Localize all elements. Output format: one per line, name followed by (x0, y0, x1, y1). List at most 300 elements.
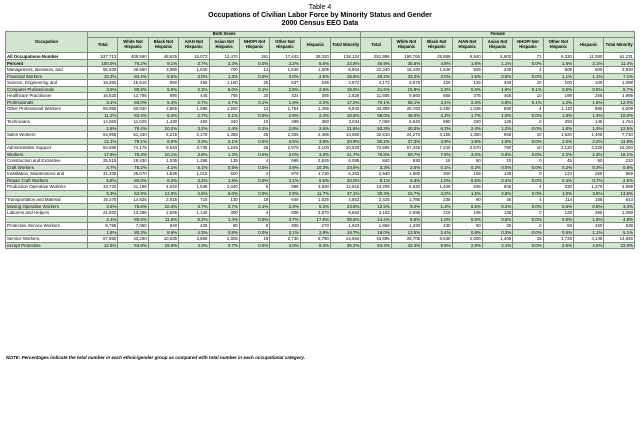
female-value-cell: 0 (513, 223, 543, 230)
female-value-cell: 0 (513, 210, 543, 217)
both-value-cell: 537,713 (88, 53, 118, 60)
female-value-cell: 0.0% (513, 125, 543, 132)
female-value-cell: 2.1% (574, 60, 604, 67)
female-value-cell: 1.5% (452, 190, 482, 197)
female-value-cell: 100 (543, 80, 573, 87)
female-value-cell: 57,445 (391, 145, 421, 152)
both-value-cell: 50,930 (118, 106, 148, 113)
female-col-header: AIAN Not Hispanic (452, 38, 482, 53)
female-col-header: Total Minority (604, 38, 635, 53)
both-value-cell: 0.0% (239, 164, 269, 171)
row-label: Service Workers, (6, 236, 88, 243)
female-value-cell: 1.1% (574, 73, 604, 80)
both-value-cell: 24,564 (331, 236, 361, 243)
female-value-cell: 0.1% (513, 99, 543, 106)
female-value-cell: 1.0% (482, 112, 512, 119)
both-value-cell: 2.3% (209, 60, 239, 67)
female-value-cell: 40.0% (391, 125, 421, 132)
both-value-cell: 0.0% (239, 73, 269, 80)
female-value-cell: 0.0% (482, 164, 512, 171)
female-value-cell: 1.9% (543, 112, 573, 119)
female-value-cell: 825 (452, 67, 482, 74)
both-value-cell: 1,730 (300, 171, 330, 178)
both-value-cell: 1.3% (209, 73, 239, 80)
both-value-cell: 12.0% (148, 190, 178, 197)
female-value-cell: 3,075 (391, 80, 421, 87)
female-value-cell: 5.1% (604, 229, 635, 236)
both-value-cell: 2.4% (300, 112, 330, 119)
female-value-cell: 58.1% (391, 99, 421, 106)
female-value-cell: 2.0% (543, 138, 573, 145)
female-value-cell: 235 (422, 197, 452, 204)
female-value-cell: 293 (543, 119, 573, 126)
both-value-cell: 19,430 (118, 158, 148, 165)
both-value-cell: 5.0% (148, 86, 178, 93)
female-value-cell: 1,785 (391, 197, 421, 204)
female-value-cell: 0.5% (574, 86, 604, 93)
female-value-cell: 4.8% (422, 60, 452, 67)
both-value-cell: 450 (179, 119, 209, 126)
both-value-cell: 305 (270, 223, 300, 230)
both-value-cell: 2.9% (270, 112, 300, 119)
both-value-cell: 2.4% (209, 125, 239, 132)
female-col-header: NHOPI Not Hispanic (513, 38, 543, 53)
both-value-cell: 9,795 (88, 223, 118, 230)
female-value-cell: 90 (452, 197, 482, 204)
both-value-cell: 5.8% (88, 177, 118, 184)
female-value-cell: 0.0% (513, 60, 543, 67)
female-value-cell: 28,760 (391, 106, 421, 113)
female-value-cell: 220 (452, 119, 482, 126)
female-value-cell: 3,145 (574, 236, 604, 243)
female-value-cell: 6,630 (422, 236, 452, 243)
both-value-cell: 6.0% (209, 190, 239, 197)
female-value-cell: 2,940 (361, 171, 391, 178)
female-value-cell: 150 (574, 223, 604, 230)
both-value-cell: 14 (239, 67, 269, 74)
occupation-header: Occupation (6, 32, 88, 53)
female-value-cell: 11,655 (361, 93, 391, 100)
female-value-cell: 3.0% (422, 73, 452, 80)
both-value-cell: 649 (270, 197, 300, 204)
both-value-cell: 0.1% (239, 125, 269, 132)
both-value-cell: 700 (209, 67, 239, 74)
female-value-cell: 1,980 (391, 171, 421, 178)
female-value-cell: 230 (422, 223, 452, 230)
both-value-cell: 3,735 (179, 145, 209, 152)
both-value-cell: 1,160 (209, 80, 239, 87)
both-value-cell: 83.0% (118, 99, 148, 106)
both-value-cell: 6.0% (209, 86, 239, 93)
female-value-cell: 124 (543, 171, 573, 178)
female-value-cell: 2.4% (422, 229, 452, 236)
female-value-cell: 1.8% (452, 60, 482, 67)
both-value-cell: 1,640 (179, 67, 209, 74)
both-value-cell: 20,520 (331, 145, 361, 152)
both-value-cell: 3.6% (88, 86, 118, 93)
both-value-cell: 7,060 (118, 223, 148, 230)
female-value-cell: 70.1% (361, 99, 391, 106)
both-value-cell: 425 (179, 223, 209, 230)
both-value-cell: 135 (209, 158, 239, 165)
both-value-cell: 17.6% (88, 151, 118, 158)
both-value-cell: 300 (209, 210, 239, 217)
female-value-cell: 48.0% (391, 112, 421, 119)
both-value-cell: 8.0% (148, 138, 178, 145)
both-value-cell: 4.0% (270, 242, 300, 249)
table-row (6, 60, 635, 67)
both-value-cell: 5.5% (148, 73, 178, 80)
female-value-cell: 330 (543, 184, 573, 191)
both-value-cell: 12,515 (331, 184, 361, 191)
both-col-header: Asian Not Hispanic (209, 38, 239, 53)
row-label: Installation, Maintenance and (6, 171, 88, 178)
both-value-cell: 3,080 (148, 67, 178, 74)
female-value-cell: 580 (482, 106, 512, 113)
female-value-cell: 10.0% (604, 112, 635, 119)
both-value-cell: 48,625 (148, 53, 178, 60)
both-value-cell: 17.0% (331, 99, 361, 106)
both-value-cell: 3.0% (179, 73, 209, 80)
female-value-cell: 1.1% (543, 73, 573, 80)
female-value-cell: 0.1% (513, 86, 543, 93)
both-value-cell: 10.4% (148, 203, 178, 210)
both-value-cell: 399 (270, 119, 300, 126)
female-value-cell: 0.0% (513, 177, 543, 184)
both-value-cell: 2.8% (300, 86, 330, 93)
female-value-cell: 4.9% (422, 138, 452, 145)
both-value-cell: 10.3% (88, 73, 118, 80)
female-value-cell: 2.8% (482, 190, 512, 197)
both-value-cell: 1.8% (88, 229, 118, 236)
female-value-cell: 969 (604, 171, 635, 178)
both-value-cell: 3.8% (300, 138, 330, 145)
both-value-cell: 3.9% (179, 151, 209, 158)
both-value-cell: 1,535 (148, 171, 178, 178)
female-value-cell: 0.0% (513, 112, 543, 119)
female-value-cell: 18,420 (391, 67, 421, 74)
both-value-cell: 3,034 (331, 119, 361, 126)
both-value-cell: 5,780 (300, 236, 330, 243)
female-value-cell: 630 (391, 158, 421, 165)
female-value-cell: 1.0% (482, 138, 512, 145)
both-value-cell: 3.1% (270, 229, 300, 236)
female-value-cell: 251,996 (361, 53, 391, 60)
row-label: Construction and Extractive (6, 158, 88, 165)
female-value-cell: 12.5% (361, 203, 391, 210)
both-value-cell: 5.5% (300, 177, 330, 184)
both-value-cell: 21,195 (118, 184, 148, 191)
female-value-cell: 1.8% (452, 138, 482, 145)
both-value-cell: 1,535 (179, 184, 209, 191)
female-value-cell: 1.5% (452, 73, 482, 80)
female-value-cell: 190,765 (391, 53, 421, 60)
both-value-cell: 23.8% (331, 60, 361, 67)
both-value-cell: 2.7% (179, 112, 209, 119)
female-value-cell: 1,330 (391, 223, 421, 230)
female-value-cell: 0.8% (452, 229, 482, 236)
female-value-cell: 635 (452, 184, 482, 191)
female-value-cell: 1,360 (452, 132, 482, 139)
both-value-cell: 62.9% (118, 190, 148, 197)
row-label: Science, Engineering and (6, 80, 88, 87)
female-col-header: Other Not Hispanic (543, 38, 573, 53)
both-value-cell: 808 (270, 210, 300, 217)
both-value-cell: 14 (239, 106, 269, 113)
female-value-cell: 2,425 (361, 197, 391, 204)
female-value-cell: 25,886 (422, 53, 452, 60)
female-value-cell: 125 (482, 119, 512, 126)
female-value-cell: 2.3% (452, 99, 482, 106)
both-value-cell: 3.3% (270, 203, 300, 210)
both-value-cell: 20.9% (331, 138, 361, 145)
both-value-cell: 12,470 (209, 53, 239, 60)
female-value-cell: 215 (422, 210, 452, 217)
female-value-cell: 2,095 (391, 210, 421, 217)
female-value-cell: 1.2% (422, 203, 452, 210)
both-value-cell: 965 (270, 184, 300, 191)
female-value-cell: 255 (574, 171, 604, 178)
female-value-cell: 0.0% (513, 203, 543, 210)
female-value-cell: 605 (543, 67, 573, 74)
both-value-cell: 995 (270, 158, 300, 165)
female-col-header: Asian Not Hispanic (482, 38, 512, 53)
female-value-cell: 9.1% (361, 177, 391, 184)
both-value-cell: 9,943 (331, 106, 361, 113)
both-value-cell: 5,215 (148, 132, 178, 139)
row-label: Financial Workers (6, 73, 88, 80)
female-value-cell: 255 (574, 93, 604, 100)
both-value-cell: 11.7% (300, 190, 330, 197)
female-value-cell: 4 (513, 184, 543, 191)
female-value-cell: 15,250 (604, 145, 635, 152)
both-col-header: Total Minority (331, 38, 361, 53)
female-value-cell: 1.7% (452, 112, 482, 119)
both-value-cell: 31,335 (88, 171, 118, 178)
female-value-cell: 3,920 (604, 67, 635, 74)
female-value-cell: 58 (543, 223, 573, 230)
female-value-cell: 1,270 (574, 184, 604, 191)
female-value-cell: 43,695 (361, 236, 391, 243)
female-value-cell: 230 (482, 67, 512, 74)
both-value-cell: 2,305 (270, 132, 300, 139)
female-value-cell: 0 (513, 171, 543, 178)
both-value-cell: 2,175 (179, 132, 209, 139)
both-value-cell: 2,485 (300, 132, 330, 139)
both-value-cell: 14,825 (118, 197, 148, 204)
female-value-cell: 10 (513, 145, 543, 152)
both-value-cell: 13,560 (331, 132, 361, 139)
both-value-cell: 0 (239, 223, 269, 230)
female-value-cell: 5,640 (391, 119, 421, 126)
female-value-cell: 100 (574, 80, 604, 87)
female-value-cell: 0.1% (422, 164, 452, 171)
female-value-cell: 1.0% (574, 125, 604, 132)
female-value-cell: 11.4% (604, 60, 635, 67)
female-value-cell: 11.9% (604, 138, 635, 145)
female-value-cell: 1.0% (543, 190, 573, 197)
female-value-cell: 1.2% (482, 125, 512, 132)
both-value-cell: 0.0% (239, 138, 269, 145)
both-value-cell: 0.0% (239, 216, 269, 223)
female-value-cell: 21.6% (361, 86, 391, 93)
both-value-cell: 80.9% (118, 86, 148, 93)
female-value-cell: 1.1% (482, 60, 512, 67)
both-value-cell: 3.3% (300, 151, 330, 158)
both-value-cell: 1,260 (209, 106, 239, 113)
both-value-cell: 1,430 (148, 119, 178, 126)
both-value-cell: 25 (239, 80, 269, 87)
both-value-cell: 3.6% (88, 203, 118, 210)
female-value-cell: 42.4% (391, 242, 421, 249)
both-value-cell: 10 (239, 119, 269, 126)
female-value-cell: 1.8% (543, 125, 573, 132)
female-value-cell: 4.1% (422, 99, 452, 106)
female-value-cell: 3,163 (361, 210, 391, 217)
both-value-cell: 9.1% (148, 60, 178, 67)
female-value-cell: 0.0% (513, 216, 543, 223)
female-value-cell: 22.0% (604, 242, 635, 249)
female-value-cell: 28,705 (391, 236, 421, 243)
occupation-table (5, 31, 635, 249)
both-value-cell: 17.6% (300, 216, 330, 223)
both-value-cell: 4 (239, 171, 269, 178)
both-value-cell: 8.4% (300, 242, 330, 249)
female-value-cell: 80 (574, 158, 604, 165)
row-label: Laborers and Helpers (6, 210, 88, 217)
female-value-cell: 15.9% (391, 86, 421, 93)
both-value-cell: 21.6% (331, 125, 361, 132)
both-value-cell: 4,040 (148, 184, 178, 191)
female-col-header: Black Not Hispanic (422, 38, 452, 53)
female-value-cell: 0.6% (543, 229, 573, 236)
both-value-cell: 2,829 (331, 93, 361, 100)
both-value-cell: 0.5% (209, 164, 239, 171)
both-value-cell: 3.0% (270, 151, 300, 158)
both-value-cell: 19.7% (331, 229, 361, 236)
both-value-cell: 15,073 (179, 53, 209, 60)
female-value-cell: 945 (482, 184, 512, 191)
female-value-cell: 24,270 (391, 132, 421, 139)
female-value-cell: 72,695 (361, 145, 391, 152)
female-value-cell: 3.3% (604, 203, 635, 210)
both-value-cell: 43,290 (118, 236, 148, 243)
both-value-cell: 409,590 (118, 53, 148, 60)
both-value-cell: 1,245 (209, 145, 239, 152)
both-value-cell: 3.1% (270, 177, 300, 184)
female-value-cell: 538 (604, 223, 635, 230)
female-col-header: Total (361, 38, 391, 53)
both-value-cell: 1,025 (300, 197, 330, 204)
both-value-cell: 360 (300, 119, 330, 126)
both-value-cell: 465 (179, 80, 209, 87)
female-value-cell: 1.2% (543, 99, 573, 106)
both-value-cell: 2.8% (270, 86, 300, 93)
both-value-cell: 1.9% (209, 177, 239, 184)
female-value-cell: 2.2% (422, 86, 452, 93)
female-value-cell: 2.9% (604, 177, 635, 184)
both-value-cell: 3,870 (300, 210, 330, 217)
both-value-cell: 6.4% (148, 112, 178, 119)
both-value-cell: 0.0% (239, 177, 269, 184)
both-value-cell: 2,040 (209, 184, 239, 191)
both-value-cell: 1,645 (270, 67, 300, 74)
female-value-cell: 50.2% (361, 138, 391, 145)
both-value-cell: 25 (239, 145, 269, 152)
both-value-cell: 12.1% (88, 138, 118, 145)
female-value-cell: 0.8% (574, 203, 604, 210)
female-value-cell: 60.7% (391, 151, 421, 158)
female-value-cell: 0.4% (543, 177, 573, 184)
female-value-cell: 1,035 (452, 106, 482, 113)
female-value-cell: 1,868 (361, 223, 391, 230)
both-value-cell: 100.0% (88, 60, 118, 67)
female-value-cell: 7,069 (361, 119, 391, 126)
both-value-cell: 83.4% (118, 112, 148, 119)
female-value-cell: 0.5% (543, 86, 573, 93)
both-value-cell: 0.1% (239, 99, 269, 106)
both-value-cell: 0.7% (209, 203, 239, 210)
female-value-cell: 10 (482, 158, 512, 165)
row-label: Repair Craft Workers (6, 177, 88, 184)
both-value-cell: 940 (148, 223, 178, 230)
both-value-cell: 19.0% (331, 86, 361, 93)
both-value-cell: 4.3% (179, 242, 209, 249)
female-value-cell: 22,340 (361, 67, 391, 74)
female-value-cell: 4 (513, 106, 543, 113)
both-value-cell: 1,455 (300, 106, 330, 113)
female-value-cell: 655 (422, 93, 452, 100)
female-value-cell: 4,173 (361, 80, 391, 87)
female-value-cell: 5.7% (604, 86, 635, 93)
both-value-cell: 191 (239, 53, 269, 60)
both-value-cell: 765 (209, 93, 239, 100)
female-value-cell: 2.9% (452, 242, 482, 249)
female-value-cell: 2.5% (391, 164, 421, 171)
female-value-cell: 210 (604, 158, 635, 165)
female-value-cell: 10 (513, 132, 543, 139)
both-value-cell: 78.4% (118, 125, 148, 132)
female-value-cell: 1.1% (574, 229, 604, 236)
female-value-cell: 125 (452, 80, 482, 87)
both-value-cell: 55,530 (88, 67, 118, 74)
female-value-cell: 9,940 (452, 53, 482, 60)
both-value-cell: 15.6% (148, 242, 178, 249)
row-label: Other Professional Workers (6, 106, 88, 113)
female-value-cell: 0.5% (452, 203, 482, 210)
female-value-cell: 14.4% (361, 216, 391, 223)
both-value-cell: 2,555 (148, 210, 178, 217)
female-value-cell: 5,900 (482, 53, 512, 60)
both-value-cell: 5.4% (148, 99, 178, 106)
female-value-cell: 12.5% (604, 125, 635, 132)
female-value-cell: 375 (452, 93, 482, 100)
female-value-cell: 155 (452, 171, 482, 178)
both-value-cell: 29,320 (300, 53, 330, 60)
both-value-cell: 74,175 (118, 145, 148, 152)
both-value-cell: 78.3% (118, 151, 148, 158)
female-value-cell: 7.1% (604, 73, 635, 80)
both-value-cell: 4.7% (209, 99, 239, 106)
female-value-cell: 0.6% (543, 203, 573, 210)
both-value-cell: 2.1% (209, 112, 239, 119)
both-value-cell: 3.5% (270, 138, 300, 145)
female-header: Female (361, 32, 635, 38)
female-value-cell: 1,068 (604, 210, 635, 217)
both-value-cell: 2.8% (270, 125, 300, 132)
both-value-cell: 537 (270, 80, 300, 87)
both-value-cell: 0.0% (239, 190, 269, 197)
